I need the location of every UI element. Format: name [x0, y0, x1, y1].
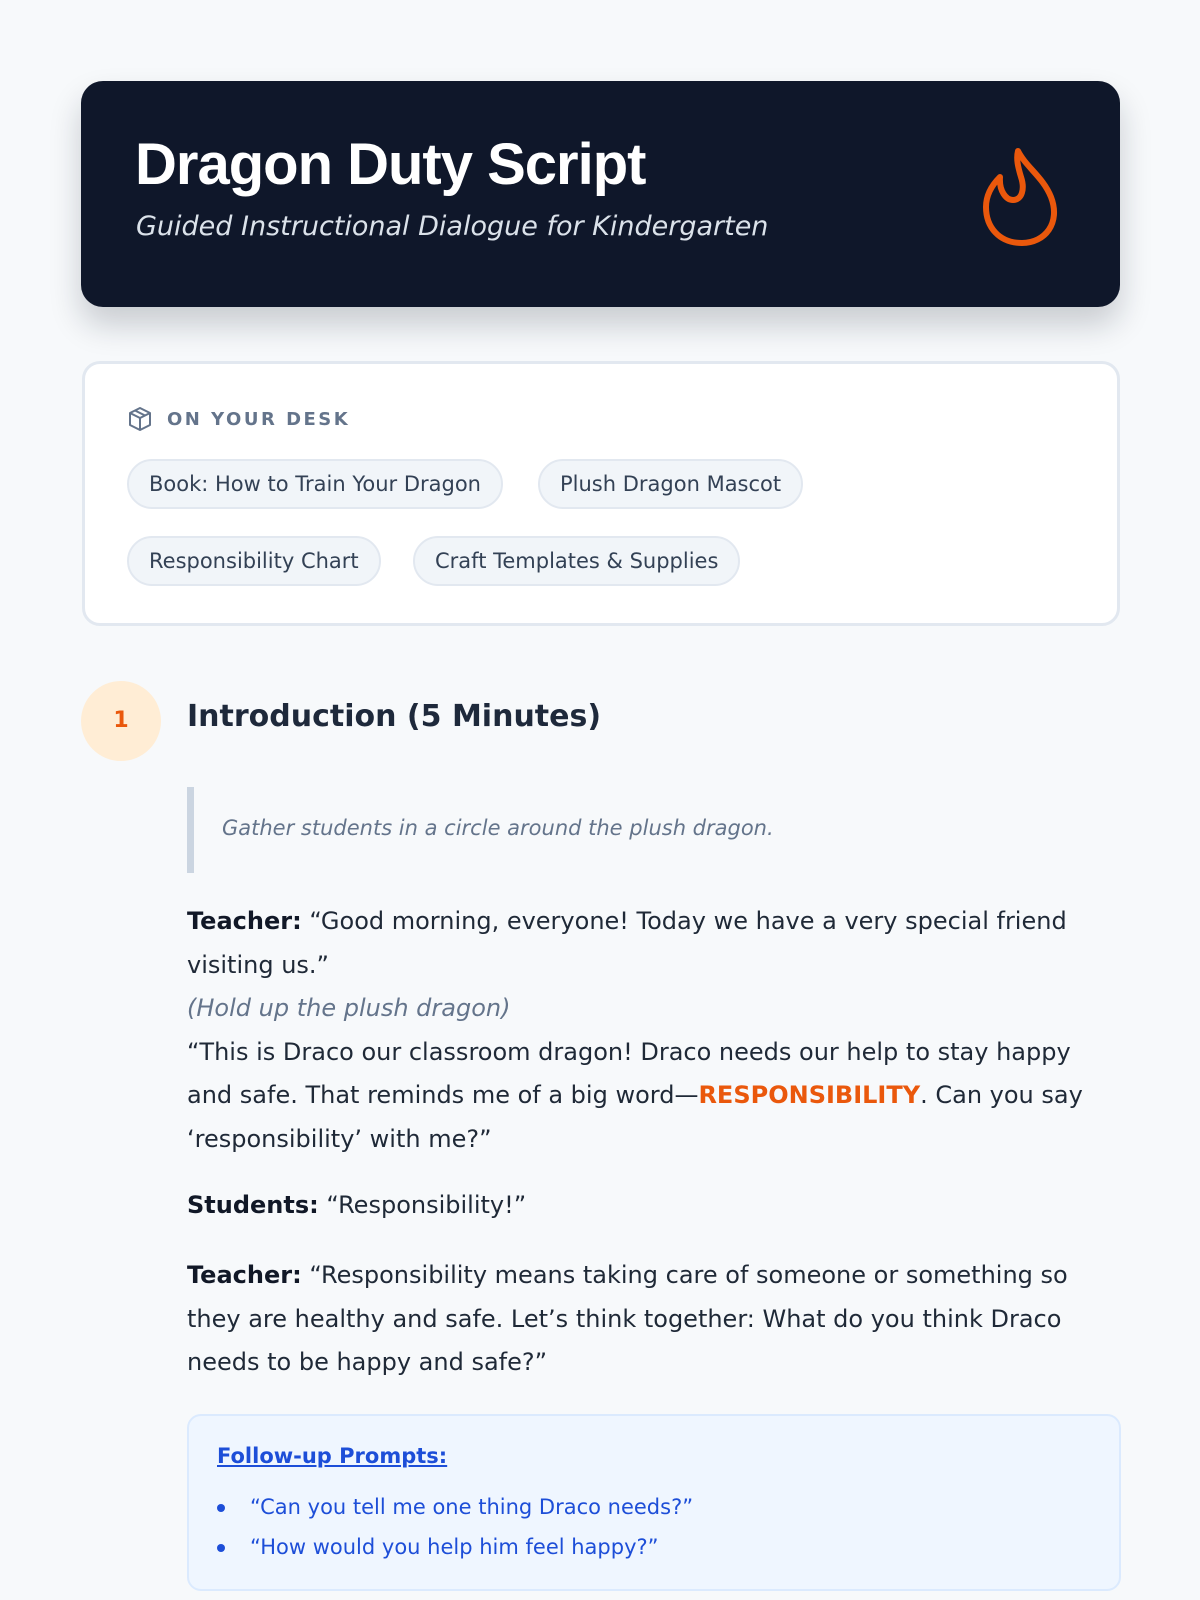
box-icon [127, 406, 153, 432]
teacher-dialogue-2 [187, 1254, 1122, 1385]
dialogue-text: “This is Draco our classroom dragon! Draco needs our help to stay happy and safe. That reminds me of a big word— [187, 1037, 1071, 1109]
teacher-dialogue-1 [187, 900, 1122, 1161]
flame-icon [979, 145, 1065, 251]
dialogue-text: “Responsibility!” [326, 1191, 527, 1219]
step-number-badge: 1 [81, 681, 161, 761]
material-pill: Craft Templates & Supplies [413, 536, 740, 586]
emphasis-word: RESPONSIBILITY [698, 1081, 921, 1109]
desk-title: ON YOUR DESK [167, 408, 351, 430]
dialogue-text: “Good morning, everyone! Today we have a very special friend visiting us.” [187, 907, 1067, 979]
page-title: Dragon Duty Script [135, 132, 646, 197]
material-pill: Plush Dragon Mascot [538, 459, 803, 509]
instruction-note [187, 787, 1119, 873]
speaker-label: Students: [187, 1191, 319, 1219]
desk-materials-card [82, 361, 1120, 626]
followup-title: Follow-up Prompts: [217, 1444, 448, 1468]
page-subtitle: Guided Instructional Dialogue for Kindergarten [136, 211, 769, 242]
speaker-label: Teacher: [187, 907, 302, 935]
header-banner [81, 81, 1120, 307]
students-dialogue [187, 1184, 1122, 1228]
stage-direction: (Hold up the plush dragon) [187, 994, 511, 1022]
desk-header [127, 406, 350, 432]
material-pill: Responsibility Chart [127, 536, 381, 586]
followup-prompts-box [187, 1414, 1121, 1591]
dialogue-text: . Can you say ‘responsibility’ with me?” [187, 1081, 1083, 1153]
section-title: Introduction (5 Minutes) [187, 699, 602, 734]
speaker-label: Teacher: [187, 1261, 302, 1289]
material-pill: Book: How to Train Your Dragon [127, 459, 503, 509]
dialogue-text: “Responsibility means taking care of someone or something so they are healthy and safe. Let’s think together: What do you think Draco needs to be happy and safe?” [187, 1261, 1068, 1376]
followup-list [217, 1487, 693, 1567]
followup-prompt: “How would you help him feel happy?” [217, 1527, 693, 1567]
instruction-text: Gather students in a circle around the plush dragon. [222, 816, 774, 840]
followup-prompt: “Can you tell me one thing Draco needs?” [217, 1487, 693, 1527]
